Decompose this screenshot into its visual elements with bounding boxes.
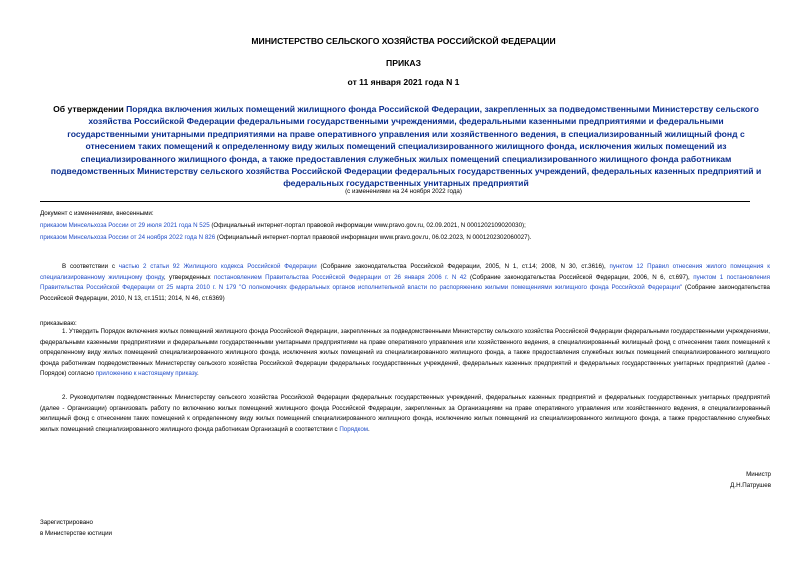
doc-type-heading: ПРИКАЗ xyxy=(386,58,421,68)
clause-2-end: . xyxy=(368,425,370,433)
appendix-link[interactable]: приложению к настоящему приказу xyxy=(95,370,197,377)
housing-code-link[interactable]: частью 2 статьи 92 Жилищного кодекса Российской Федерации xyxy=(118,263,317,270)
order-word: приказываю: xyxy=(40,320,77,327)
amendments-heading: Документ с изменениями, внесенными: xyxy=(40,210,154,217)
registration-block xyxy=(40,518,112,539)
clause-1 xyxy=(40,327,770,380)
ministry-heading: МИНИСТЕРСТВО СЕЛЬСКОГО ХОЗЯЙСТВА РОССИЙСКОЙ ФЕДЕРАЦИИ xyxy=(251,36,556,46)
amendments-list xyxy=(40,201,750,243)
preamble-text: , утвержденных xyxy=(163,273,215,281)
document-title xyxy=(50,103,762,190)
registration-line: в Министерстве юстиции xyxy=(40,529,113,537)
procedure-link[interactable]: Порядком xyxy=(339,425,369,433)
preamble-text: (Собрание законодательства Российской Федерации, 2006, N 6, ст.697), xyxy=(466,273,694,281)
signer-position: Министр xyxy=(746,471,771,478)
resolution-179-link[interactable]: пунктом 1 постановления Правительства Российской Федерации от 25 марта 2010 г. N 179 "О полномочиях федеральных органов исполнительной власти по распоряжению жилыми помещениями жилищного фонда Российской Федерации" xyxy=(40,273,770,291)
amendment-link[interactable]: приказом Минсельхоза России от 29 июля 2021 года N 525 xyxy=(40,221,210,229)
clause-1-text: 1. Утвердить Порядок включения жилых помещений жилищного фонда Российской Федерации, закрепленных за подведомственными Министерству сельского хозяйства Российской Федерации федеральными государственными учреждениями, федеральными казенными предприятиями и федеральными государственными унитарными предприятиями на праве оперативного управления или хозяйственного ведения, в специализированный жилищный фонд с отнесением таких помещений к определенному виду жилых помещений специализированного жилищного фонда, исключения жилых помещений из специализированного жилищного фонда, а также предоставления служебных жилых помещений специализированного жилищного фонда работникам подведомственных Министерству сельского хозяйства Российской Федерации федеральных государственных учреждений, федеральных казенных предприятий и федеральных государственных унитарных предприятий (далее - Порядок) согласно xyxy=(40,328,770,377)
signer-name: Д.Н.Патрушев xyxy=(730,481,771,489)
preamble-paragraph xyxy=(40,262,770,304)
preamble-text: (Собрание законодательства Российской Федерации, 2010, N 13, ст.1511; 2014, N 46, ст.6369) xyxy=(40,284,771,302)
title-prefix: Об утверждении xyxy=(53,104,127,114)
clause-2 xyxy=(40,393,770,435)
amendment-item xyxy=(40,220,750,232)
clause-2-text: 2. Руководителям подведомственных Министерству сельского хозяйства Российской Федерации федеральных государственных учреждений, федеральных казенных предприятий и федеральных государственных унитарных предприятий (далее - Организации) организовать работу по включению жилых помещений жилищного фонда Российской Федерации, закрепленных за Организациями на праве оперативного управления или хозяйственного ведения, в специализированный жилищный фонд с отнесением таких помещений к определенному виду жилых помещений специализированного жилищного фонда, исключению жилых помещений из специализированного жилищного фонда, а также предоставлению служебных жилых помещений специализированного жилищного фонда работникам Организаций в соответствии с xyxy=(40,394,770,433)
preamble-text: (Собрание законодательства Российской Федерации, 2005, N 1, ст.14; 2008, N 30, ст.3616), xyxy=(316,263,610,270)
amendment-source: (Официальный интернет-портал правовой информации www.pravo.gov.ru, 02.09.2021, N 0001202109020030); xyxy=(209,221,526,229)
signature-block xyxy=(730,470,771,491)
registration-line: Зарегистрировано xyxy=(40,519,93,526)
clause-1-end: . xyxy=(196,370,199,377)
preamble-text: В соответствии с xyxy=(62,263,119,270)
title-link[interactable]: Порядка включения жилых помещений жилищного фонда Российской Федерации, закрепленных за подведомственными Министерству сельского хозяйства Российской Федерации федеральными государственными учреждениями, федеральными казенными предприятиями и федеральными государственными унитарными предприятиями на праве оперативного управления или хозяйственного ведения, в специализированный жилищный фонд с отнесением таких помещений к определенному виду жилых помещений специализированного жилищного фонда, исключения жилых помещений из специализированного жилищного фонда, а также предоставления служебных жилых помещений специализированного жилищного фонда работникам подведомственных Министерству сельского хозяйства Российской Федерации федеральных государственных учреждений, федеральных казенных предприятий и федеральных государственных унитарных предприятий xyxy=(50,104,762,189)
doc-date-heading: от 11 января 2021 года N 1 xyxy=(347,77,460,87)
amendment-link[interactable]: приказом Минсельхоза России от 24 ноября 2022 года N 826 xyxy=(40,233,216,241)
rules-link[interactable]: пунктом 12 Правил отнесения жилого помещения к специализированному жилищному фонду xyxy=(40,263,770,281)
amendment-note: (с изменениями на 24 ноября 2022 года) xyxy=(345,188,462,195)
resolution-42-link[interactable]: постановлением Правительства Российской Федерации от 26 января 2006 г. N 42 xyxy=(214,273,467,281)
amendment-source: (Официальный интернет-портал правовой информации www.pravo.gov.ru, 06.02.2023, N 0001202302060027). xyxy=(215,233,532,241)
amendment-item xyxy=(40,232,750,244)
